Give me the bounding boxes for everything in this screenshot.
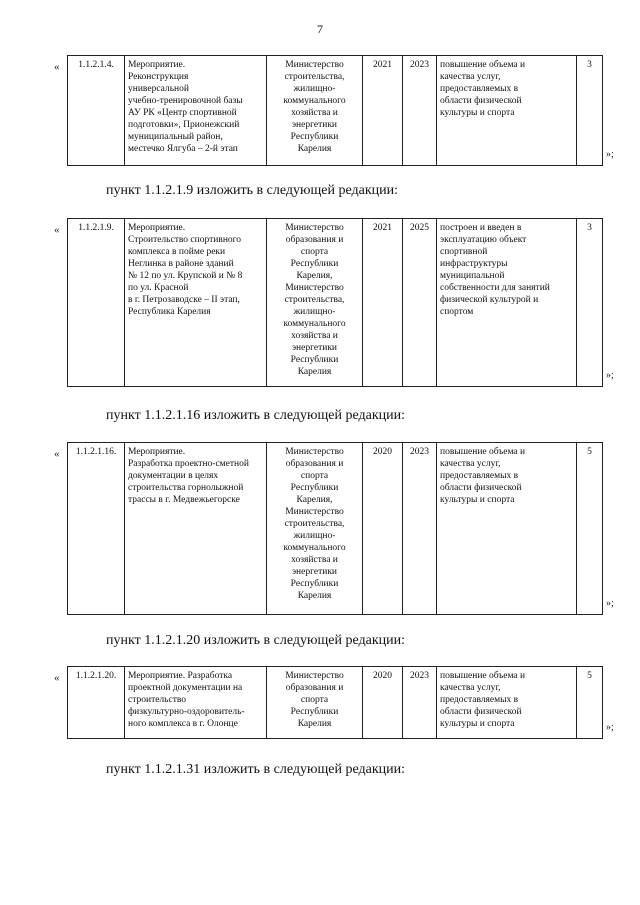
- cell-line: Министерство: [285, 671, 344, 681]
- cell-line: Разработка проектно-сметной: [128, 459, 249, 469]
- cell-line: построен и введен в: [440, 223, 522, 233]
- table-row: [68, 443, 603, 615]
- indicator-number-cell: 5: [577, 667, 603, 739]
- cell-line: качества услуг,: [440, 459, 501, 469]
- start-year-cell: 2021: [363, 219, 403, 387]
- cell-line: ного комплекса в г. Олонце: [128, 719, 238, 729]
- cell-line: документации в целях: [128, 471, 219, 481]
- start-year-cell: 2020: [363, 667, 403, 739]
- responsible-ministry-cell: [267, 56, 363, 166]
- cell-line: Неглинка в районе зданий: [128, 259, 234, 269]
- cell-line: повышение объема и: [440, 671, 526, 681]
- cell-line: коммунального: [283, 96, 346, 106]
- program-row-table: [67, 55, 603, 166]
- section-heading: пункт 1.1.2.1.16 изложить в следующей редакции:: [106, 408, 405, 423]
- section-heading: пункт 1.1.2.1.20 изложить в следующей редакции:: [106, 633, 405, 648]
- cell-line: образования и: [285, 235, 344, 245]
- opening-quote: «: [54, 672, 60, 684]
- cell-line: повышение объема и: [440, 447, 526, 457]
- cell-line: Реконструкция: [128, 72, 189, 82]
- opening-quote: «: [54, 224, 60, 236]
- cell-line: Мероприятие.: [128, 447, 186, 457]
- end-year-cell: 2023: [403, 443, 437, 615]
- cell-line: строительства,: [284, 72, 345, 82]
- cell-line: Республики: [290, 483, 339, 493]
- start-year-cell: 2021: [363, 56, 403, 166]
- activity-cell: [125, 443, 267, 615]
- page-number: 7: [317, 22, 323, 36]
- cell-line: строительство: [128, 695, 187, 705]
- cell-line: Министерство: [285, 283, 344, 293]
- cell-line: комплекса в пойме реки: [128, 247, 226, 257]
- closing-quote: »;: [606, 722, 614, 733]
- cell-line: жилищно-: [293, 84, 336, 94]
- cell-line: № 12 по ул. Крупской и № 8: [128, 271, 243, 281]
- cell-line: по ул. Красной: [128, 283, 189, 293]
- cell-line: жилищно-: [293, 531, 336, 541]
- cell-line: инфраструктуры: [440, 259, 508, 269]
- final-heading: пункт 1.1.2.1.31 изложить в следующей редакции:: [106, 762, 405, 777]
- cell-line: спортивной: [440, 247, 488, 257]
- cell-line: энергетики: [291, 120, 338, 130]
- cell-line: эксплуатацию объект: [440, 235, 527, 245]
- end-year-cell: 2023: [403, 56, 437, 166]
- cell-line: Карелия,: [296, 271, 333, 281]
- cell-line: повышение объема и: [440, 60, 526, 70]
- cell-line: Республика Карелия: [128, 307, 211, 317]
- closing-quote: »;: [606, 149, 614, 160]
- cell-line: Карелия: [297, 367, 332, 377]
- cell-line: спортом: [440, 307, 474, 317]
- expected-result-cell: [437, 667, 577, 739]
- program-row-table: [67, 218, 603, 387]
- indicator-number-cell: 5: [577, 443, 603, 615]
- program-row-table: [67, 666, 603, 739]
- item-number-cell: 1.1.2.1.20.: [68, 667, 125, 739]
- item-number-cell: 1.1.2.1.9.: [68, 219, 125, 387]
- item-number-cell: 1.1.2.1.4.: [68, 56, 125, 166]
- cell-line: качества услуг,: [440, 683, 501, 693]
- cell-line: спорта: [300, 695, 329, 705]
- cell-line: Мероприятие.: [128, 223, 186, 233]
- cell-line: Республики: [290, 707, 339, 717]
- cell-line: коммунального: [283, 543, 346, 553]
- end-year-cell: 2023: [403, 667, 437, 739]
- cell-line: муниципальной: [440, 271, 505, 281]
- end-year-cell: 2025: [403, 219, 437, 387]
- cell-line: проектной документации на: [128, 683, 243, 693]
- start-year-cell: 2020: [363, 443, 403, 615]
- cell-line: области физической: [440, 96, 522, 106]
- program-row-table: [67, 442, 603, 615]
- cell-line: трассы в г. Медвежьегорске: [128, 495, 240, 505]
- section-heading: пункт 1.1.2.1.9 изложить в следующей редакции:: [106, 183, 398, 198]
- cell-line: спорта: [300, 247, 329, 257]
- cell-line: качества услуг,: [440, 72, 501, 82]
- cell-line: Республики: [290, 132, 339, 142]
- cell-line: Карелия,: [296, 495, 333, 505]
- table-row: [68, 667, 603, 739]
- cell-line: Министерство: [285, 223, 344, 233]
- cell-line: коммунального: [283, 319, 346, 329]
- cell-line: предоставляемых в: [440, 471, 519, 481]
- cell-line: учебно-тренировочной базы: [128, 96, 243, 106]
- cell-line: образования и: [285, 459, 344, 469]
- item-number-cell: 1.1.2.1.16.: [68, 443, 125, 615]
- responsible-ministry-cell: [267, 443, 363, 615]
- cell-line: физической культурой и: [440, 295, 539, 305]
- cell-line: универсальной: [128, 84, 189, 94]
- opening-quote: «: [54, 448, 60, 460]
- cell-line: культуры и спорта: [440, 108, 515, 118]
- cell-line: хозяйства и: [291, 108, 338, 118]
- cell-line: спорта: [300, 471, 329, 481]
- cell-line: Карелия: [297, 591, 332, 601]
- cell-line: Министерство: [285, 507, 344, 517]
- cell-line: собственности для занятий: [440, 283, 550, 293]
- cell-line: подготовки», Прионежский: [128, 120, 240, 130]
- responsible-ministry-cell: [267, 219, 363, 387]
- cell-line: энергетики: [291, 567, 338, 577]
- cell-line: Министерство: [285, 60, 344, 70]
- cell-line: строительства,: [284, 295, 345, 305]
- cell-line: Строительство спортивного: [128, 235, 242, 245]
- activity-cell: [125, 667, 267, 739]
- cell-line: образования и: [285, 683, 344, 693]
- indicator-number-cell: 3: [577, 219, 603, 387]
- cell-line: жилищно-: [293, 307, 336, 317]
- cell-line: хозяйства и: [291, 555, 338, 565]
- expected-result-cell: [437, 219, 577, 387]
- table-row: [68, 56, 603, 166]
- activity-cell: [125, 219, 267, 387]
- cell-line: в г. Петрозаводске – II этап,: [128, 295, 240, 305]
- cell-line: культуры и спорта: [440, 495, 515, 505]
- cell-line: Карелия: [297, 719, 332, 729]
- table-row: [68, 219, 603, 387]
- cell-line: Республики: [290, 579, 339, 589]
- cell-line: Республики: [290, 259, 339, 269]
- cell-line: Республики: [290, 355, 339, 365]
- expected-result-cell: [437, 56, 577, 166]
- closing-quote: »;: [606, 598, 614, 609]
- cell-line: строительства,: [284, 519, 345, 529]
- cell-line: Министерство: [285, 447, 344, 457]
- cell-line: области физической: [440, 483, 522, 493]
- closing-quote: »;: [606, 370, 614, 381]
- cell-line: культуры и спорта: [440, 719, 515, 729]
- cell-line: физкультурно-оздоровитель-: [128, 707, 245, 717]
- cell-line: Мероприятие.: [128, 60, 186, 70]
- cell-line: строительства горнолыжной: [128, 483, 244, 493]
- cell-line: муниципальный район,: [128, 132, 223, 142]
- cell-line: области физической: [440, 707, 522, 717]
- activity-cell: [125, 56, 267, 166]
- responsible-ministry-cell: [267, 667, 363, 739]
- cell-line: местечко Ялгуба – 2-й этап: [128, 144, 238, 154]
- cell-line: предоставляемых в: [440, 695, 519, 705]
- expected-result-cell: [437, 443, 577, 615]
- cell-line: энергетики: [291, 343, 338, 353]
- cell-line: Мероприятие. Разработка: [128, 671, 233, 681]
- opening-quote: «: [54, 61, 60, 73]
- cell-line: Карелия: [297, 144, 332, 154]
- cell-line: АУ РК «Центр спортивной: [128, 108, 237, 118]
- indicator-number-cell: 3: [577, 56, 603, 166]
- cell-line: хозяйства и: [291, 331, 338, 341]
- cell-line: предоставляемых в: [440, 84, 519, 94]
